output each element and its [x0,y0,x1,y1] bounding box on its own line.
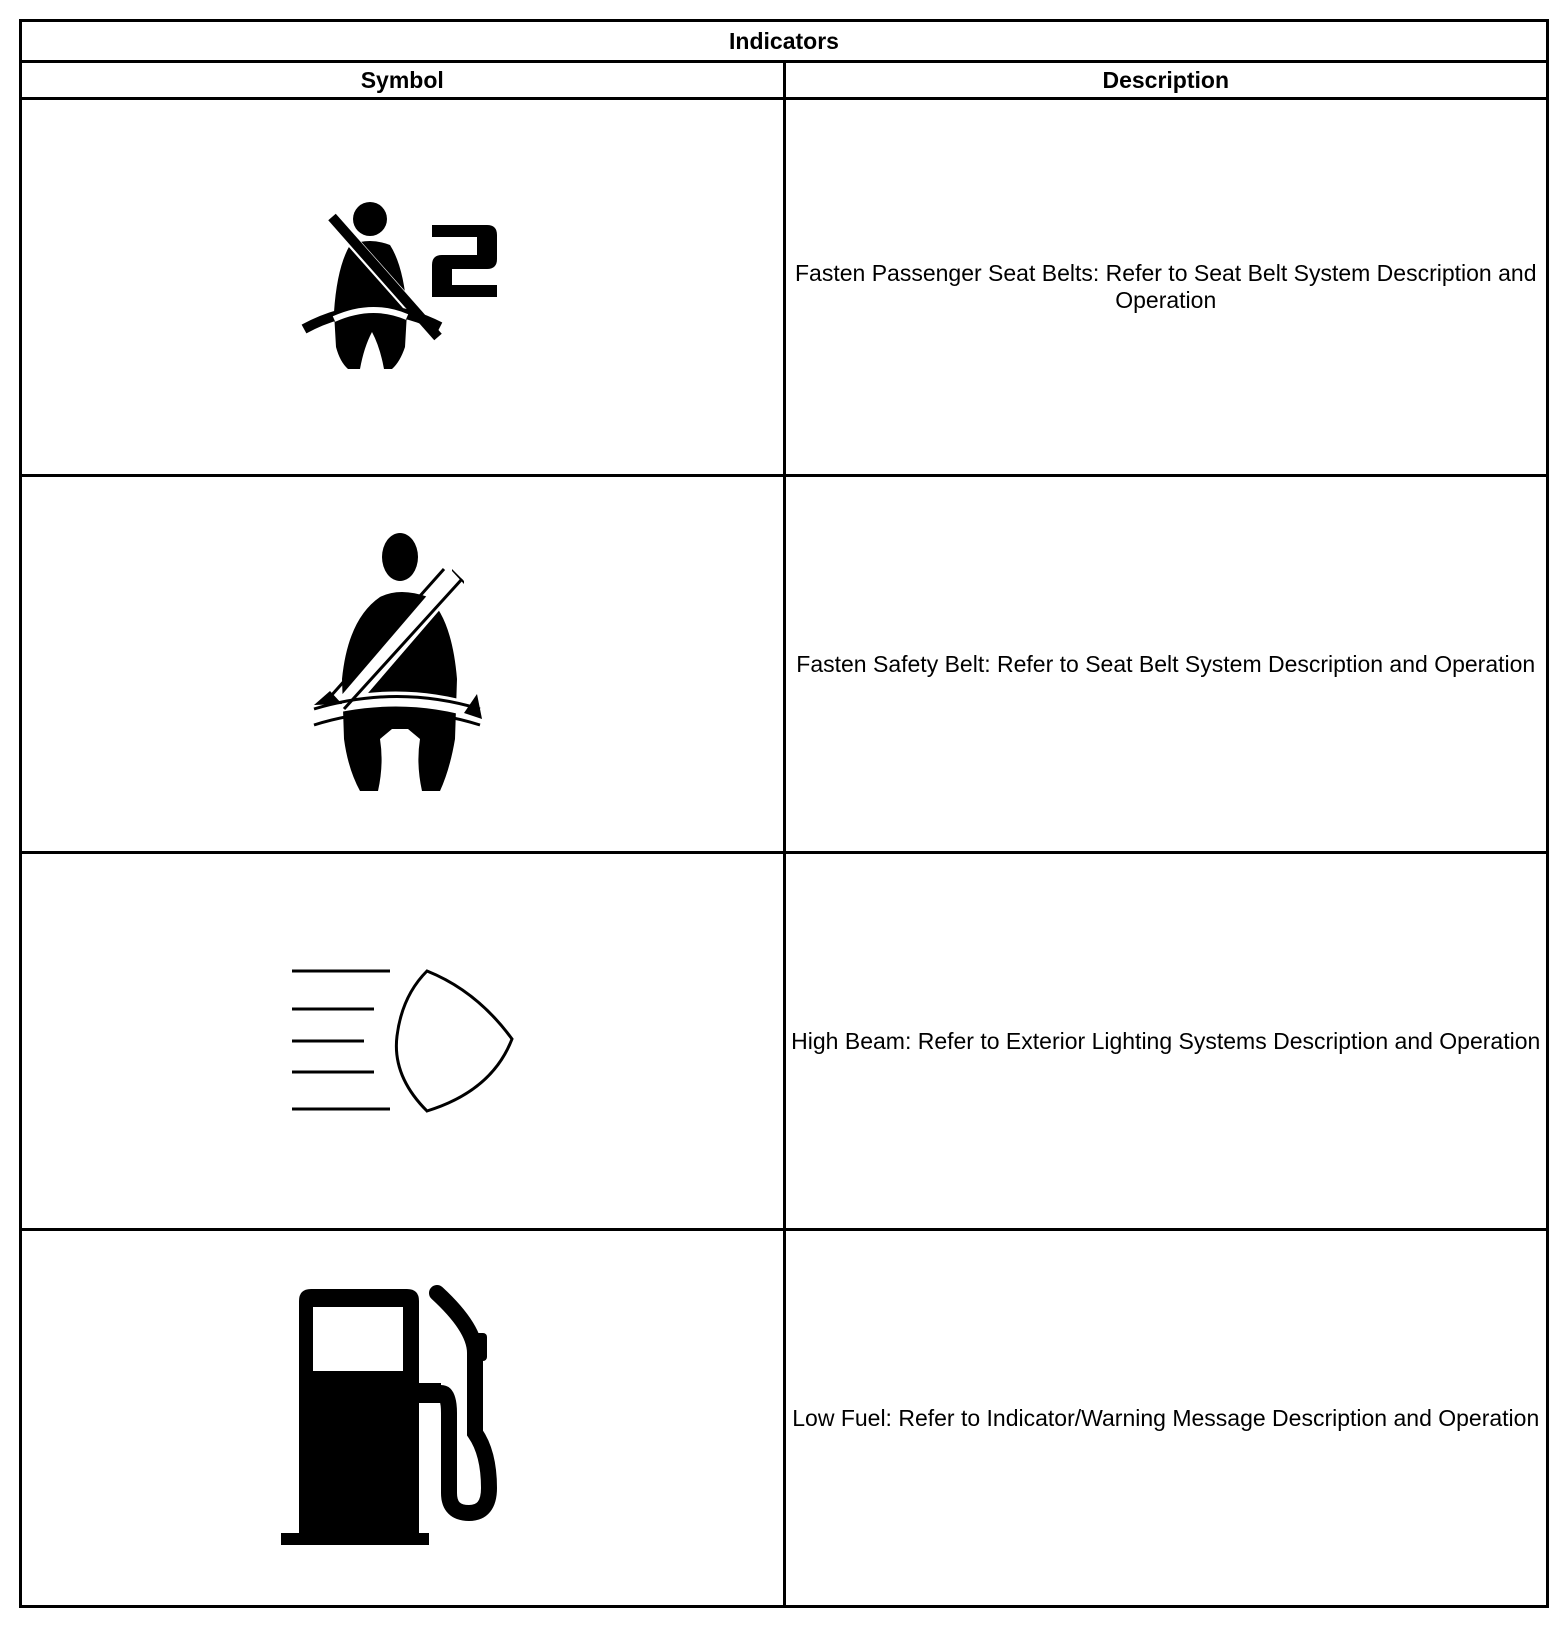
symbol-column-header: Symbol [21,62,785,99]
description-cell: Low Fuel: Refer to Indicator/Warning Message Description and Operation [784,1230,1548,1607]
symbol-cell [21,99,785,476]
description-cell: Fasten Safety Belt: Refer to Seat Belt System Description and Operation [784,476,1548,853]
passenger-seat-belt-2-icon [292,197,512,377]
symbol-cell [21,853,785,1230]
symbol-cell [21,1230,785,1607]
fuel-pump-icon [277,1283,527,1553]
table-header-row [21,62,1548,99]
description-column-header: Description [784,62,1548,99]
seat-belt-icon [312,529,492,799]
table-row [21,853,1548,1230]
table-row [21,1230,1548,1607]
description-cell: High Beam: Refer to Exterior Lighting Systems Description and Operation [784,853,1548,1230]
symbol-cell [21,476,785,853]
indicators-table [19,19,1549,1608]
description-cell: Fasten Passenger Seat Belts: Refer to Seat Belt System Description and Operation [784,99,1548,476]
table-title: Indicators [21,21,1548,62]
table-title-row [21,21,1548,62]
high-beam-icon [282,961,522,1121]
table-row [21,99,1548,476]
table-row [21,476,1548,853]
